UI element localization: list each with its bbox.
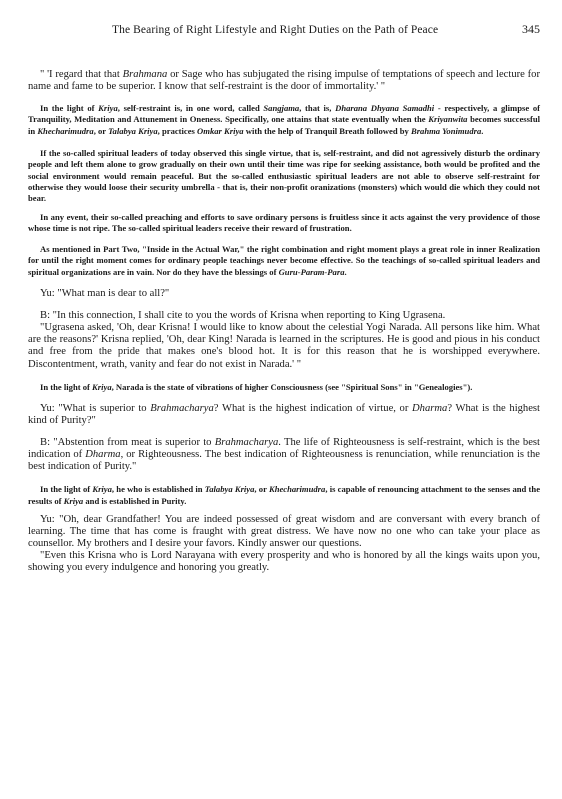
commentary-paragraph: In the light of Kriya, Narada is the state of vibrations of higher Consciousness (see "Spiritual Sons" in "Genealogies"). [40, 381, 473, 392]
quote-paragraph: " 'I regard that that Brahmana or Sage who has subjugated the rising impulse of temptations of speech and lecture for name and fame to be superior. I know that self-restraint is the door of immortality.' " [28, 69, 540, 93]
dialogue-paragraph: B: "Abstention from meat is superior to Brahmacharya. The life of Righteousness is self-restraint, which is the best indication of Dharma, or Righteousness. The best indication of Righteousness is renunciation, while renunciation is the best indication of Purity." [28, 437, 540, 473]
dialogue-paragraph: "Even this Krisna who is Lord Narayana with every prosperity and who is honored by all the kings waits upon you, showing you every indulgence and honoring you greatly. [28, 550, 540, 574]
page-number: 345 [522, 22, 540, 36]
commentary-paragraph: In any event, their so-called preaching and efforts to save ordinary persons is fruitless since it acts against the very providence of those whose time is not ripe. The so-called spiritual leaders receive their reward of frustration. [28, 211, 540, 233]
dialogue-paragraph: Yu: "Oh, dear Grandfather! You are indeed possessed of great wisdom and are conversant with every branch of learning. The time that has come is fraught with great distress. We have now no one who can take your place as counsellor. My brothers and I desire your favors. Kindly answer our questions. [28, 513, 540, 550]
running-header [112, 22, 540, 37]
commentary-paragraph: If the so-called spiritual leaders of today observed this single virtue, that is, self-restraint, and did not agressively disturb the ordinary people and left them alone to grow gradually on their own until their time was ripe for seeking assistance, both would be profited and the social environment would remain peaceful. But the so-called enthusiastic spiritual leaders are not able to observe self-restraint for otherwise they would loose their security umbrella - that is, their non-profit oranizations (monsters) which would die which they could not bear. [28, 148, 540, 204]
dialogue-paragraph: Yu: "What is superior to Brahmacharya? What is the highest indication of virtue, or Dharma? What is the highest kind of Purity?" [28, 402, 540, 426]
dialogue-paragraph: "Ugrasena asked, 'Oh, dear Krisna! I would like to know about the celestial Yogi Narada. All persons like him. What are the reasons?' Krisna replied, 'Oh, dear King! Narada is learned in the scriptures. He is good and pious in his conduct and free from the pride that makes one's blood hot. It is for this reason that he is worshipped everywhere. Discontentment, wrath, vanity and fear do not exist in Narada.' " [28, 322, 540, 370]
commentary-paragraph: In the light of Kriya, self-restraint is, in one word, called Sangjama, that is, Dharana Dhyana Samadhi - respectively, a glimpse of Tranquility, Meditation and Attunement in Oneness. Specifically, one attains that state eventually when the Kriyanwita becomes successful in Khecharimudra, or Talabya Kriya, practices Omkar Kriya with the help of Tranquil Breath followed by Brahma Yonimudra. [28, 103, 541, 136]
body-text [28, 69, 540, 574]
dialogue-paragraph: B: "In this connection, I shall cite to you the words of Krisna when reporting to King Ugrasena. [40, 310, 446, 322]
dialogue-paragraph: Yu: "What man is dear to all?" [40, 288, 170, 300]
chapter-title: The Bearing of Right Lifestyle and Right Duties on the Path of Peace [112, 24, 439, 36]
commentary-paragraph: In the light of Kriya, he who is established in Talabya Kriya, or Khecharimudra, is capable of renouncing attachment to the senses and the results of Kriya and is established in Purity. [28, 484, 541, 506]
commentary-paragraph: As mentioned in Part Two, "Inside in the Actual War," the right combination and right moment plays a great role in inner Realization for until the right moment comes for ordinary people teachings never become effective. So the teachings of so-called spiritual leaders and spiritual organizations are in vain. Nor do they have the blessings of Guru-Param-Para. [28, 244, 540, 277]
